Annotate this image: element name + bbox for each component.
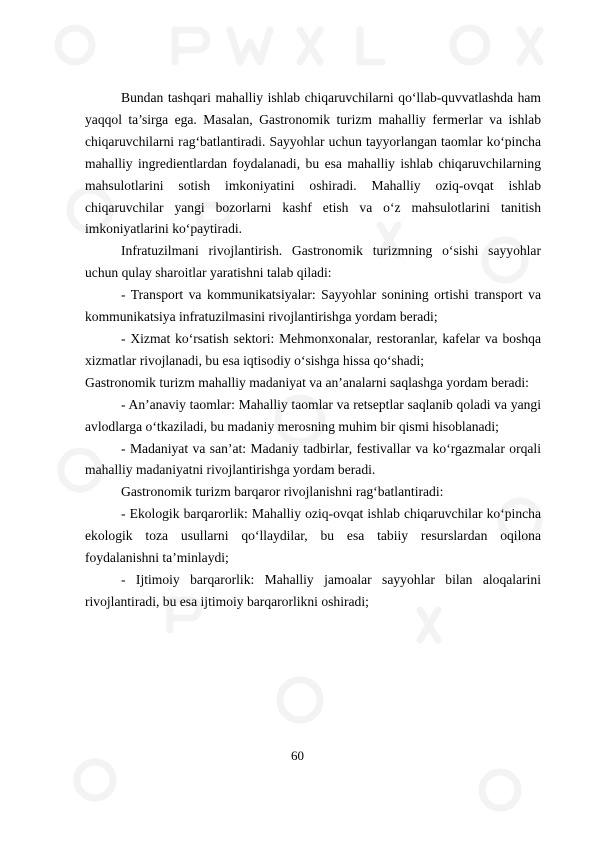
list-item-ecological-sustainability: - Ekologik barqarorlik: Mahalliy oziq-ovqat ishlab chiqaruvchilar ko‘pincha ekologik toza usullarni qo‘llaydilar, bu esa tabiiy resurslardan oqilona foydalanishni ta’minlaydi; (85, 506, 541, 566)
list-item-social-sustainability: - Ijtimoiy barqarorlik: Mahalliy jamoalar sayyohlar bilan aloqalarini rivojlantiradi, bu esa ijtimoiy barqarorlikni oshiradi; (85, 571, 541, 609)
paragraph-culture-preservation: Gastronomik turizm mahalliy madaniyat va an’analarni saqlashga yordam beradi: (85, 374, 529, 390)
list-item-transport: - Transport va kommunikatsiyalar: Sayyohlar sonining ortishi transport va kommunikatsiya infratuzilmasini rivojlantirishga yordam beradi; (85, 287, 541, 325)
page-number: 60 (291, 748, 304, 763)
list-item-culture-art: - Madaniyat va san’at: Madaniy tadbirlar, festivallar va ko‘rgazmalar orqali mahalliy madaniyatni rivojlantirishga yordam beradi. (85, 440, 541, 478)
list-item-traditional-dishes: - An’anaviy taomlar: Mahalliy taomlar va retseptlar saqlanib qoladi va yangi avlodlarga o‘tkaziladi, bu madaniy merosning muhim bir qismi hisoblanadi; (85, 396, 541, 434)
paragraph-sustainable-development: Gastronomik turizm barqaror rivojlanishni rag‘batlantiradi: (121, 484, 444, 500)
list-item-service-sector: - Xizmat ko‘rsatish sektori: Mehmonxonalar, restoranlar, kafelar va boshqa xizmatlar rivojlanadi, bu esa iqtisodiy o‘sishga hissa qo‘shadi; (85, 330, 541, 368)
document-body (85, 87, 541, 613)
paragraph-infrastructure: Infratuzilmani rivojlantirish. Gastronomik turizmning o‘sishi sayyohlar uchun qulay sharoitlar yaratishni talab qiladi: (85, 243, 541, 281)
paragraph-local-producers: Bundan tashqari mahalliy ishlab chiqaruvchilarni qo‘llab-quvvatlashda ham yaqqol ta’sirga ega. Masalan, Gastronomik turizm mahalliy fermerlar va ishlab chiqaruvchilarni rag‘batlantiradi. Sayyohlar uchun tayyorlangan taomlar ko‘pincha mahalliy ingredientlardan foydalanadi, bu esa mahalliy ishlab chiqaruvchilarning mahsulotlarini sotish imkoniyatini oshiradi. Mahalliy oziq-ovqat ishlab chiqaruvchilar yangi bozorlarni kashf etish va o‘z mahsulotlarini tanitish imkoniyatlarini ko‘paytiradi. (85, 90, 541, 237)
